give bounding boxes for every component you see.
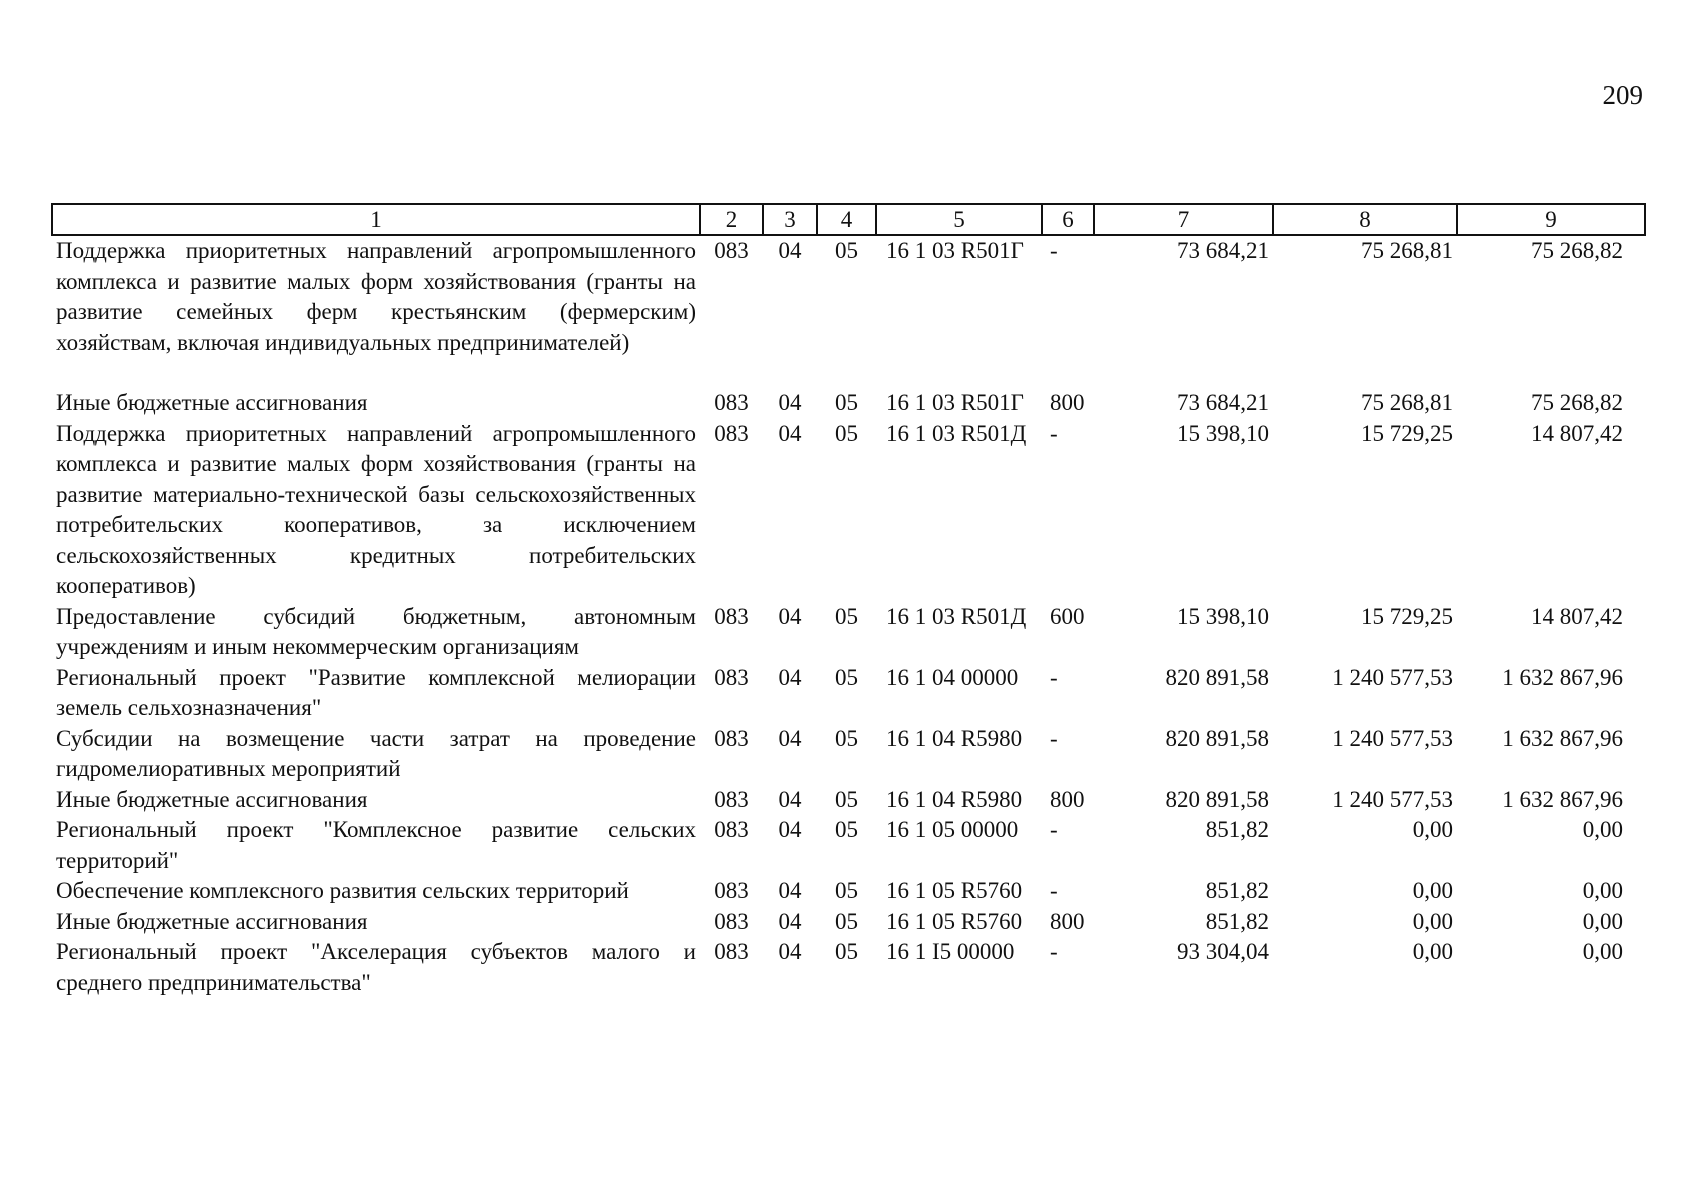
- row-amount-col7: 73 684,21: [1177, 390, 1269, 415]
- row-amount-col9: 1 632 867,96: [1502, 664, 1623, 690]
- row-amount-col7: 851,82: [1205, 817, 1269, 842]
- row-amount-col7: 851,82: [1205, 878, 1269, 903]
- row-expense-type: 800: [1050, 908, 1085, 934]
- budget-table: [51, 203, 1646, 998]
- row-amount-col7: 820 891,58: [1165, 664, 1269, 690]
- column-header-2: 2: [700, 204, 763, 235]
- table-row: [52, 876, 1645, 907]
- row-expense-type: -: [1050, 878, 1058, 903]
- table-row: [52, 235, 1645, 388]
- row-expense-type: -: [1050, 939, 1058, 964]
- row-section-code: 04: [778, 725, 802, 751]
- row-ministry-code: 083: [714, 603, 749, 629]
- column-header-4: 4: [817, 204, 876, 235]
- column-header-1: 1: [52, 204, 700, 235]
- table-row: [52, 388, 1645, 419]
- row-amount-col9: 75 268,82: [1531, 390, 1623, 415]
- row-amount-col8: 15 729,25: [1361, 420, 1453, 446]
- row-amount-col7: 820 891,58: [1165, 725, 1269, 751]
- row-target-article: 16 1 03 R501Г: [886, 390, 1024, 415]
- table-row: [52, 602, 1645, 663]
- row-ministry-code: 083: [714, 786, 749, 812]
- row-subsection-code: 05: [835, 725, 858, 751]
- column-header-6: 6: [1042, 204, 1094, 235]
- row-name: Предоставление субсидий бюджетным, автономным учреждениям и иным некоммерческим организациям: [56, 603, 696, 659]
- row-amount-col9: 0,00: [1582, 939, 1623, 964]
- row-target-article: 16 1 05 R5760: [886, 878, 1023, 903]
- row-expense-type: -: [1050, 817, 1058, 842]
- table-row: [52, 419, 1645, 602]
- row-amount-col7: 93 304,04: [1177, 939, 1269, 964]
- row-ministry-code: 083: [714, 420, 749, 446]
- row-target-article: 16 1 04 R5980: [886, 786, 1023, 812]
- row-expense-type: -: [1050, 420, 1058, 446]
- row-amount-col8: 1 240 577,53: [1332, 725, 1453, 751]
- column-header-7: 7: [1094, 204, 1273, 235]
- row-subsection-code: 05: [835, 878, 858, 903]
- row-expense-type: -: [1050, 725, 1058, 751]
- row-section-code: 04: [778, 238, 802, 263]
- table-row: [52, 815, 1645, 876]
- row-ministry-code: 083: [714, 238, 749, 263]
- row-amount-col8: 1 240 577,53: [1332, 664, 1453, 690]
- row-ministry-code: 083: [714, 390, 749, 415]
- row-amount-col8: 75 268,81: [1361, 390, 1453, 415]
- row-section-code: 04: [778, 603, 802, 629]
- row-target-article: 16 1 05 00000: [886, 817, 1019, 842]
- row-amount-col8: 0,00: [1412, 908, 1453, 934]
- row-name: Иные бюджетные ассигнования: [56, 786, 368, 812]
- row-name: Субсидии на возмещение части затрат на проведение гидромелиоративных мероприятий: [56, 725, 696, 781]
- row-amount-col8: 0,00: [1412, 878, 1453, 903]
- row-ministry-code: 083: [714, 878, 749, 903]
- row-section-code: 04: [778, 908, 802, 934]
- row-section-code: 04: [778, 939, 802, 964]
- row-amount-col9: 0,00: [1582, 908, 1623, 934]
- row-expense-type: 800: [1050, 786, 1085, 812]
- row-expense-type: -: [1050, 664, 1058, 690]
- row-subsection-code: 05: [835, 420, 858, 446]
- row-name: Иные бюджетные ассигнования: [56, 908, 368, 934]
- row-amount-col7: 15 398,10: [1177, 420, 1269, 446]
- row-subsection-code: 05: [835, 238, 858, 263]
- row-subsection-code: 05: [835, 817, 858, 842]
- row-amount-col8: 0,00: [1412, 939, 1453, 964]
- row-name: Поддержка приоритетных направлений агропромышленного комплекса и развитие малых форм хозяйствования (гранты на развитие материально-технической базы сельскохозяйственных потребительских кооперативов, за исключением сельскохозяйственных кредитных потребительских кооперативов): [56, 420, 696, 598]
- table-row: [52, 724, 1645, 785]
- row-amount-col7: 73 684,21: [1177, 238, 1269, 263]
- row-section-code: 04: [778, 878, 802, 903]
- row-subsection-code: 05: [835, 603, 858, 629]
- row-target-article: 16 1 05 R5760: [886, 908, 1023, 934]
- row-expense-type: 800: [1050, 390, 1085, 415]
- row-ministry-code: 083: [714, 939, 749, 964]
- column-header-3: 3: [763, 204, 817, 235]
- row-subsection-code: 05: [835, 390, 858, 415]
- row-target-article: 16 1 03 R501Г: [886, 238, 1024, 263]
- row-name: Региональный проект "Развитие комплексной мелиорации земель сельхозназначения": [56, 664, 696, 720]
- table-header-row: [52, 204, 1645, 235]
- row-target-article: 16 1 I5 00000: [886, 939, 1015, 964]
- row-target-article: 16 1 04 R5980: [886, 725, 1023, 751]
- row-name: Поддержка приоритетных направлений агропромышленного комплекса и развитие малых форм хозяйствования (гранты на развитие семейных ферм крестьянским (фермерским) хозяйствам, включая индивидуальных предпринимателей): [56, 238, 696, 355]
- row-amount-col9: 0,00: [1582, 878, 1623, 903]
- row-target-article: 16 1 04 00000: [886, 664, 1019, 690]
- table-row: [52, 663, 1645, 724]
- page-number: 209: [1602, 80, 1643, 110]
- row-amount-col7: 15 398,10: [1177, 603, 1269, 629]
- row-subsection-code: 05: [835, 908, 858, 934]
- row-subsection-code: 05: [835, 786, 858, 812]
- row-ministry-code: 083: [714, 908, 749, 934]
- row-subsection-code: 05: [835, 939, 858, 964]
- table-row: [52, 937, 1645, 998]
- row-target-article: 16 1 03 R501Д: [886, 420, 1027, 446]
- row-amount-col9: 1 632 867,96: [1502, 786, 1623, 812]
- row-ministry-code: 083: [714, 725, 749, 751]
- row-amount-col8: 15 729,25: [1361, 603, 1453, 629]
- row-target-article: 16 1 03 R501Д: [886, 603, 1027, 629]
- row-amount-col8: 1 240 577,53: [1332, 786, 1453, 812]
- row-expense-type: 600: [1050, 603, 1085, 629]
- row-amount-col9: 0,00: [1582, 817, 1623, 842]
- row-amount-col9: 14 807,42: [1531, 603, 1623, 629]
- row-name: Региональный проект "Комплексное развитие сельских территорий": [56, 817, 696, 873]
- column-header-8: 8: [1273, 204, 1457, 235]
- row-amount-col9: 1 632 867,96: [1502, 725, 1623, 751]
- row-name: Региональный проект "Акселерация субъектов малого и среднего предпринимательства": [56, 939, 696, 995]
- row-name: Обеспечение комплексного развития сельских территорий: [56, 878, 629, 903]
- row-amount-col7: 851,82: [1205, 908, 1269, 934]
- row-amount-col7: 820 891,58: [1165, 786, 1269, 812]
- column-header-9: 9: [1457, 204, 1645, 235]
- row-section-code: 04: [778, 786, 802, 812]
- row-section-code: 04: [778, 420, 802, 446]
- row-amount-col9: 14 807,42: [1531, 420, 1623, 446]
- table-row: [52, 907, 1645, 938]
- row-ministry-code: 083: [714, 664, 749, 690]
- row-section-code: 04: [778, 817, 802, 842]
- row-expense-type: -: [1050, 238, 1058, 263]
- row-name: Иные бюджетные ассигнования: [56, 390, 368, 415]
- table-row: [52, 785, 1645, 816]
- row-amount-col9: 75 268,82: [1531, 238, 1623, 263]
- row-ministry-code: 083: [714, 817, 749, 842]
- row-subsection-code: 05: [835, 664, 858, 690]
- row-amount-col8: 0,00: [1412, 817, 1453, 842]
- row-amount-col8: 75 268,81: [1361, 238, 1453, 263]
- row-section-code: 04: [778, 664, 802, 690]
- row-section-code: 04: [778, 390, 802, 415]
- column-header-5: 5: [876, 204, 1042, 235]
